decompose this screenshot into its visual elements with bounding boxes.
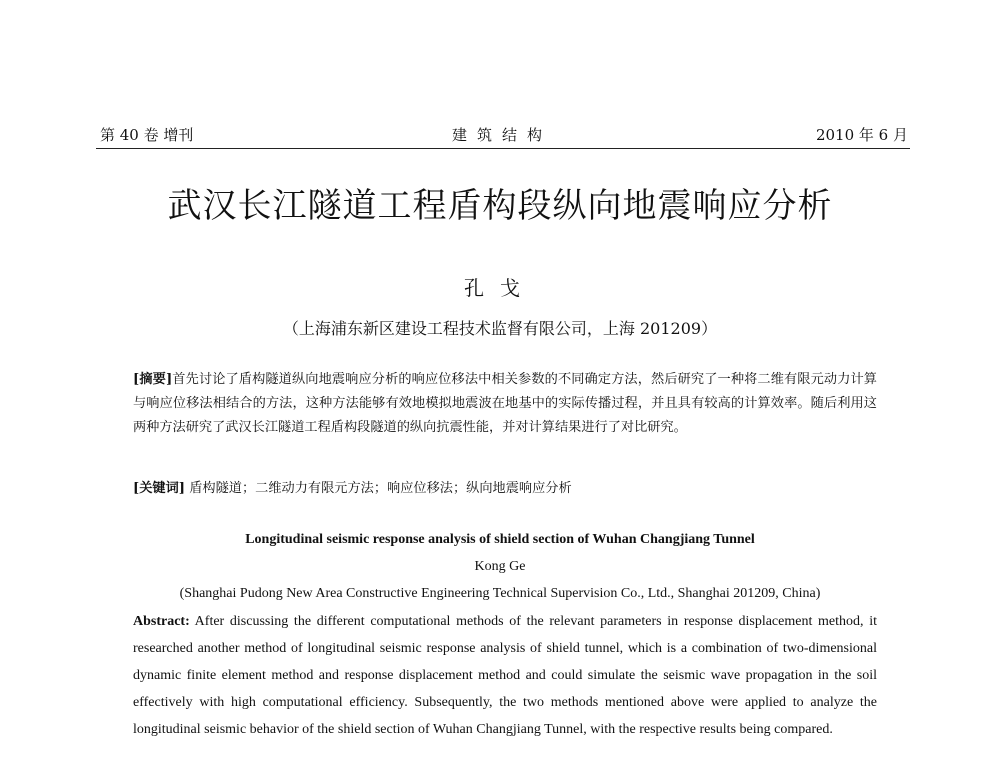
publication-date: 2010 年 6 月: [815, 126, 908, 144]
affiliation-cn: （上海浦东新区建设工程技术监督有限公司，上海 201209）: [282, 319, 718, 338]
keywords-cn-text: 盾构隧道；二维动力有限元方法；响应位移法；纵向地震响应分析: [185, 481, 572, 496]
keywords-cn: [133, 477, 877, 501]
author-cn: 孔戈: [464, 276, 536, 300]
paper-title-cn: 武汉长江隧道工程盾构段纵向地震响应分析: [167, 186, 833, 226]
keywords-cn-label: [关键词]: [133, 481, 186, 496]
abstract-en-label: Abstract:: [133, 614, 190, 629]
abstract-cn-label: [摘要]: [133, 372, 173, 387]
running-header: [96, 122, 908, 146]
abstract-cn-text: 首先讨论了盾构隧道纵向地震响应分析的响应位移法中相关参数的不同确定方法，然后研究了一种将二维有限元动力计算与响应位移法相结合的方法，这种方法能够有效地模拟地震波在地基中的实际传播过程，并且具有较高的计算效率。随后利用这两种方法研究了武汉长江隧道工程盾构段隧道的纵向抗震性能，并对计算结果进行了对比研究。: [133, 372, 877, 435]
paper-title-en: Longitudinal seismic response analysis of shield section of Wuhan Changjiang Tunnel: [245, 532, 755, 547]
abstract-cn: [133, 368, 877, 440]
affiliation-en: (Shanghai Pudong New Area Constructive Engineering Technical Supervision Co., Ltd., Shanghai 201209, China): [179, 586, 821, 601]
abstract-en: [133, 608, 877, 743]
author-en: Kong Ge: [474, 559, 526, 574]
volume-issue: 第 40 卷 增刊: [100, 126, 194, 144]
journal-name: 建筑结构: [451, 126, 552, 144]
header-rule: [96, 148, 910, 149]
abstract-en-text: After discussing the different computational methods of the relevant parameters in response displacement method, it researched another method of longitudinal seismic response analysis of shield tunnel, which is a combination of two-dimensional dynamic finite element method and response displacement method and could simulate the seismic wave propagation in the soil effectively with high computational efficiency. Subsequently, the two methods mentioned above were applied to analyze the longitudinal seismic behavior of the shield section of Wuhan Changjiang Tunnel, with the respective results being compared.: [133, 614, 877, 737]
